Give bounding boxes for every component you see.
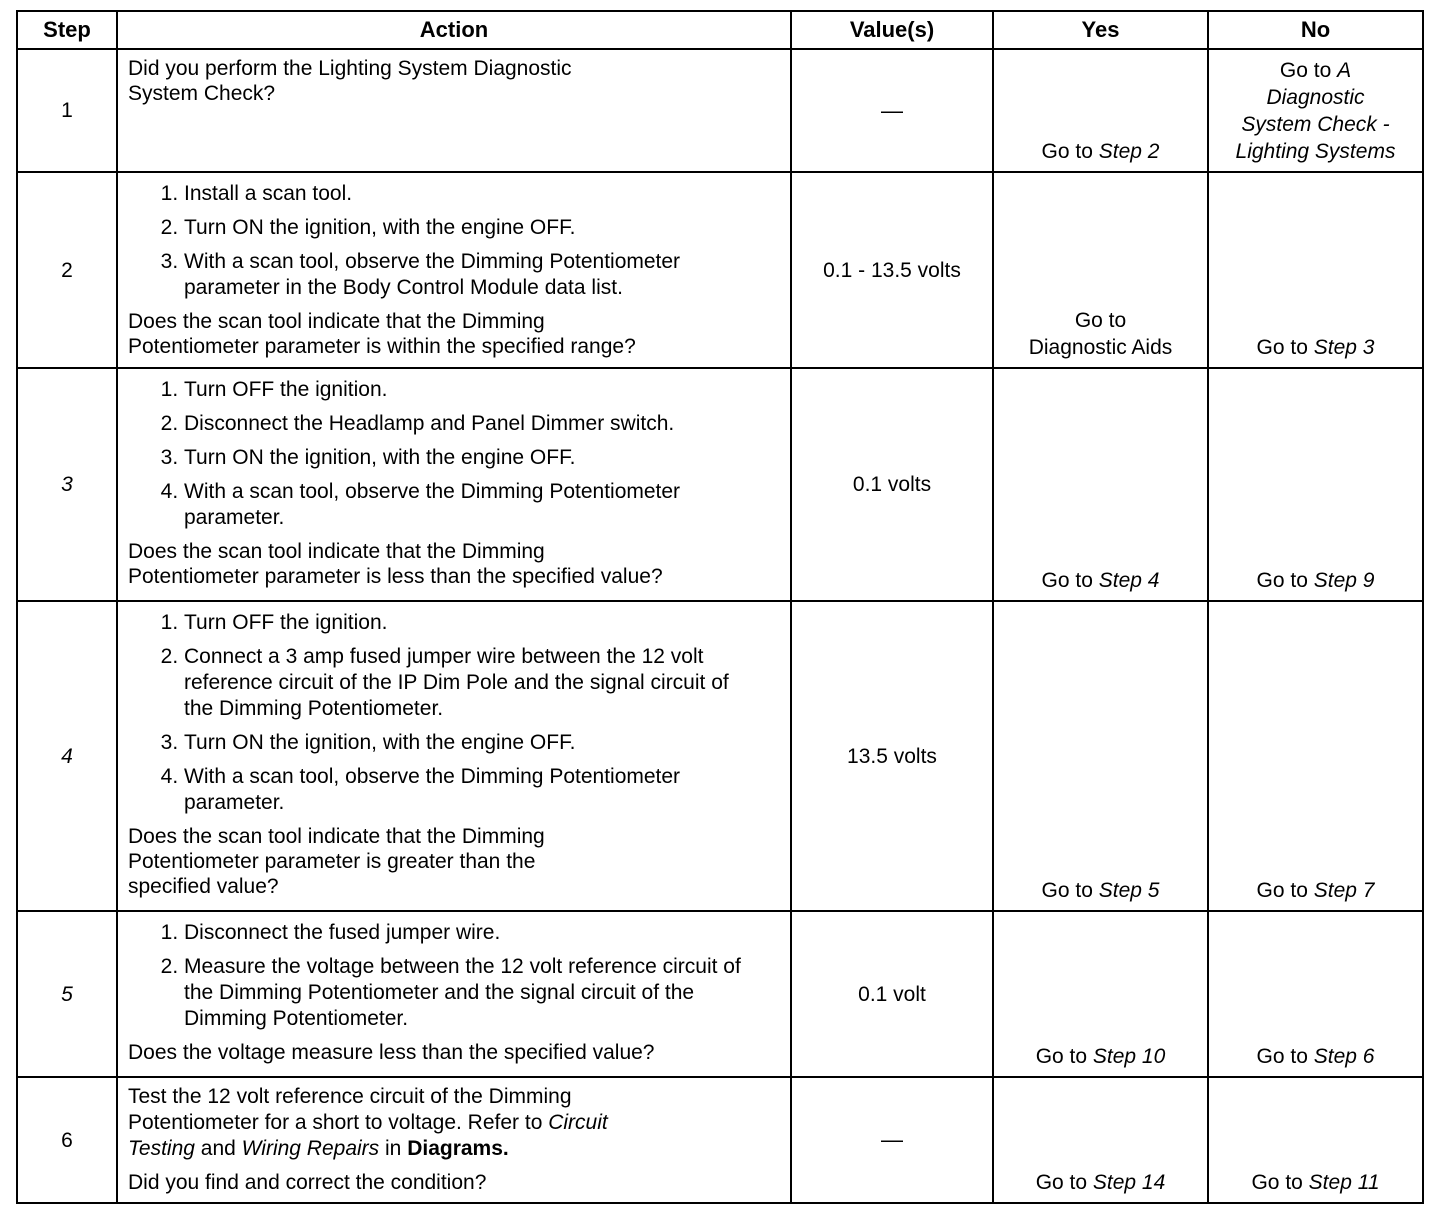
no-prefix: Go to <box>1279 59 1338 82</box>
question-line: specified value? <box>128 875 279 898</box>
step-number: 6 <box>17 1077 117 1203</box>
action-cell <box>117 368 791 601</box>
table-row <box>17 1077 1423 1203</box>
no-prefix: Go to <box>1256 336 1314 359</box>
yes-cell <box>993 1077 1208 1203</box>
step-number: 2 <box>17 172 117 368</box>
action-list <box>128 377 778 531</box>
value-cell <box>791 49 993 172</box>
value-cell: 0.1 volt <box>791 911 993 1077</box>
action-item: 1. Turn OFF the ignition. <box>184 377 778 403</box>
action-text-line: Test the 12 volt reference circuit of the Dimming <box>128 1085 572 1108</box>
action-cell <box>117 601 791 911</box>
yes-link[interactable]: Step 2 <box>1098 140 1160 163</box>
action-item: 3. With a scan tool, observe the Dimming Potentiometer parameter in the Body Control Module data list. <box>184 249 778 301</box>
question-line: System Check? <box>128 82 276 105</box>
header-no: No <box>1208 11 1423 49</box>
no-link[interactable]: Step 11 <box>1308 1171 1380 1194</box>
action-cell <box>117 49 791 172</box>
no-link[interactable]: Lighting Systems <box>1235 140 1396 163</box>
action-item: 3. Turn ON the ignition, with the engine OFF. <box>184 445 778 471</box>
question-line: Did you perform the Lighting System Diagnostic <box>128 57 572 80</box>
table-row <box>17 601 1423 911</box>
step-number: 4 <box>17 601 117 911</box>
no-link[interactable]: Step 3 <box>1313 336 1375 359</box>
question-line: Does the scan tool indicate that the Dimming <box>128 310 545 333</box>
question-line: Potentiometer parameter is within the specified range? <box>128 335 636 358</box>
yes-cell <box>993 911 1208 1077</box>
no-link[interactable]: Step 7 <box>1313 879 1375 902</box>
no-prefix: Go to <box>1256 1045 1314 1068</box>
yes-text: Go to <box>1074 309 1127 332</box>
value-cell <box>791 1077 993 1203</box>
yes-link[interactable]: Step 4 <box>1098 569 1160 592</box>
action-text: and <box>194 1137 242 1160</box>
action-item: 4. With a scan tool, observe the Dimming Potentiometer parameter. <box>184 764 778 816</box>
question-line: Potentiometer parameter is less than the specified value? <box>128 565 663 588</box>
yes-cell <box>993 368 1208 601</box>
no-prefix: Go to <box>1256 569 1314 592</box>
yes-prefix: Go to <box>1035 1045 1093 1068</box>
yes-link[interactable]: Step 5 <box>1098 879 1160 902</box>
value-cell: 13.5 volts <box>791 601 993 911</box>
yes-link[interactable]: Diagnostic Aids <box>1028 336 1173 359</box>
question-line: Did you find and correct the condition? <box>128 1171 487 1194</box>
no-link[interactable]: Step 6 <box>1313 1045 1375 1068</box>
question-line: Does the scan tool indicate that the Dimming <box>128 540 545 563</box>
action-item: 2. Connect a 3 amp fused jumper wire between the 12 volt reference circuit of the IP Dim Pole and the signal circuit of the Dimming Potentiometer. <box>184 644 778 722</box>
no-prefix: Go to <box>1251 1171 1309 1194</box>
action-list <box>128 920 778 1032</box>
no-cell <box>1208 49 1423 172</box>
table-row <box>17 911 1423 1077</box>
action-cell <box>117 1077 791 1203</box>
value-cell: 0.1 volts <box>791 368 993 601</box>
question-line: Does the scan tool indicate that the Dimming <box>128 825 545 848</box>
action-text: in <box>379 1137 408 1160</box>
no-cell <box>1208 368 1423 601</box>
header-action: Action <box>117 11 791 49</box>
testing-link[interactable]: Testing <box>128 1137 195 1160</box>
action-text: Potentiometer for a short to voltage. Refer to <box>128 1111 549 1134</box>
wiring-repairs-link[interactable]: Wiring Repairs <box>241 1137 380 1160</box>
no-cell <box>1208 1077 1423 1203</box>
yes-link[interactable]: Step 14 <box>1092 1171 1166 1194</box>
step-number: 3 <box>17 368 117 601</box>
action-cell <box>117 911 791 1077</box>
table-row <box>17 172 1423 368</box>
yes-cell <box>993 172 1208 368</box>
yes-cell <box>993 601 1208 911</box>
yes-prefix: Go to <box>1041 569 1099 592</box>
no-link[interactable]: System Check - <box>1241 113 1390 136</box>
no-link[interactable]: Step 9 <box>1313 569 1375 592</box>
header-values: Value(s) <box>791 11 993 49</box>
action-list <box>128 181 778 301</box>
action-item: 2. Disconnect the Headlamp and Panel Dimmer switch. <box>184 411 778 437</box>
yes-prefix: Go to <box>1041 140 1099 163</box>
table-row <box>17 49 1423 172</box>
yes-prefix: Go to <box>1035 1171 1093 1194</box>
yes-link[interactable]: Step 10 <box>1092 1045 1166 1068</box>
step-number: 1 <box>17 49 117 172</box>
header-yes: Yes <box>993 11 1208 49</box>
no-cell <box>1208 601 1423 911</box>
header-row <box>17 11 1423 49</box>
question-line: Does the voltage measure less than the specified value? <box>128 1041 655 1064</box>
diagnostic-table <box>16 10 1424 1204</box>
action-item: 1. Install a scan tool. <box>184 181 778 207</box>
step-number: 5 <box>17 911 117 1077</box>
value-text: — <box>881 1127 903 1152</box>
yes-prefix: Go to <box>1041 879 1099 902</box>
action-item: 3. Turn ON the ignition, with the engine OFF. <box>184 730 778 756</box>
diagrams-link[interactable]: Diagrams. <box>407 1137 509 1160</box>
action-list <box>128 610 778 816</box>
header-step: Step <box>17 11 117 49</box>
question-line: Potentiometer parameter is greater than the <box>128 850 536 873</box>
table-row <box>17 368 1423 601</box>
action-text-line <box>128 1110 778 1136</box>
action-cell <box>117 172 791 368</box>
no-link[interactable]: A <box>1337 59 1352 82</box>
action-item: 4. With a scan tool, observe the Dimming Potentiometer parameter. <box>184 479 778 531</box>
no-cell <box>1208 911 1423 1077</box>
yes-cell <box>993 49 1208 172</box>
no-link[interactable]: Diagnostic <box>1266 86 1365 109</box>
action-item: 2. Measure the voltage between the 12 volt reference circuit of the Dimming Potentiometer and the signal circuit of the Dimming Potentiometer. <box>184 954 778 1032</box>
value-cell: 0.1 - 13.5 volts <box>791 172 993 368</box>
action-item: 1. Turn OFF the ignition. <box>184 610 778 636</box>
value-text: — <box>881 97 903 123</box>
no-cell <box>1208 172 1423 368</box>
circuit-link[interactable]: Circuit <box>548 1111 608 1134</box>
action-item: 1. Disconnect the fused jumper wire. <box>184 920 778 946</box>
action-item: 2. Turn ON the ignition, with the engine OFF. <box>184 215 778 241</box>
action-text-line <box>128 1136 778 1162</box>
no-prefix: Go to <box>1256 879 1314 902</box>
